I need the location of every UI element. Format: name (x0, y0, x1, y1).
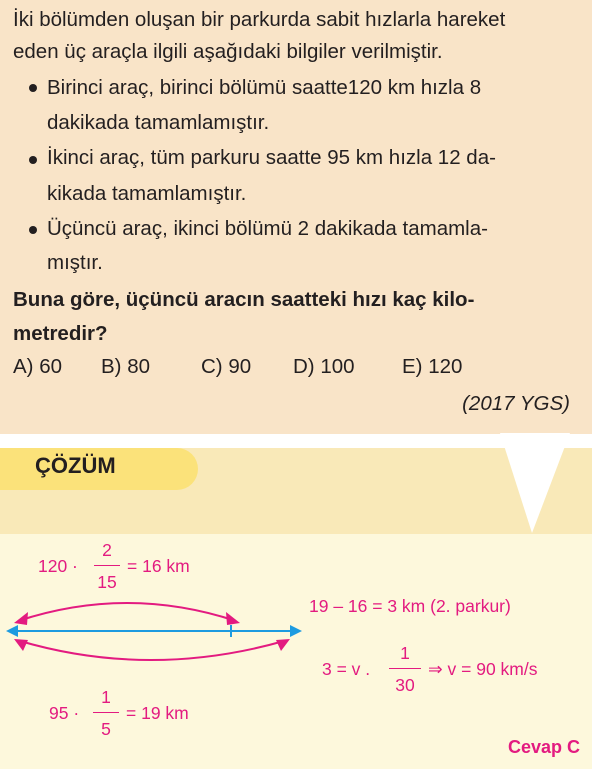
lower-arc-left-arrowhead (14, 639, 28, 651)
parkur-right-arrowhead (290, 625, 302, 637)
lower-arc-full-parkur (20, 641, 284, 660)
eq4-numerator: 1 (400, 643, 410, 663)
eq2-right: = 19 km (126, 703, 189, 723)
parkur-left-arrowhead (6, 625, 18, 637)
bullet-3-line-1: Üçüncü araç, ikinci bölümü 2 dakikada tamamla- (47, 217, 488, 240)
question-prompt-line-2: metredir? (13, 322, 108, 345)
bullet-dot-3 (29, 226, 37, 234)
option-a[interactable]: A) 60 (13, 355, 62, 378)
bullet-1-line-1: Birinci araç, birinci bölümü saatte120 km hızla 8 (47, 76, 482, 99)
eq4-fraction-bar (389, 668, 421, 669)
option-c[interactable]: C) 90 (201, 355, 252, 378)
bullet-3-line-2: mıştır. (47, 251, 103, 274)
option-b[interactable]: B) 80 (101, 355, 150, 378)
lower-arc-right-arrowhead (276, 639, 290, 651)
eq4-denominator: 30 (395, 675, 415, 695)
bullet-2-line-2: kikada tamamlamıştır. (47, 182, 247, 205)
eq4-left: 3 = v . (322, 659, 371, 679)
eq2-numerator: 1 (101, 687, 111, 707)
bullet-2-line-1: İkinci araç, tüm parkuru saatte 95 km hızla 12 da- (47, 146, 496, 169)
solution-title: ÇÖZÜM (35, 453, 116, 478)
option-d[interactable]: D) 100 (293, 355, 355, 378)
eq2-fraction-bar (93, 712, 119, 713)
answer-label: Cevap C (507, 737, 580, 757)
question-intro-line-1: İki bölümden oluşan bir parkurda sabit hızlarla hareket (13, 8, 506, 31)
eq3: 19 – 16 = 3 km (2. parkur) (309, 596, 511, 616)
question-source: (2017 YGS) (462, 392, 570, 415)
eq1-left: 120 · (38, 556, 78, 576)
speech-bubble-tail (490, 433, 580, 538)
bullet-1-line-2: dakikada tamamlamıştır. (47, 111, 270, 134)
question-prompt-line-1: Buna göre, üçüncü aracın saatteki hızı kaç kilo- (13, 288, 475, 311)
eq1-right: = 16 km (127, 556, 190, 576)
option-e[interactable]: E) 120 (402, 355, 463, 378)
parkur-diagram (0, 595, 310, 670)
bullet-dot-1 (29, 84, 37, 92)
upper-arc-left-arrowhead (14, 612, 28, 625)
upper-arc-right-arrowhead (226, 612, 240, 625)
bullet-dot-2 (29, 156, 37, 164)
eq1-numerator: 2 (102, 540, 112, 560)
question-intro-line-2: eden üç araçla ilgili aşağıdaki bilgiler verilmiştir. (13, 40, 443, 63)
eq1-fraction-bar (94, 565, 120, 566)
upper-arc-first-section (18, 603, 236, 621)
eq2-denominator: 5 (101, 719, 111, 739)
eq2-left: 95 · (49, 703, 80, 723)
eq1-denominator: 15 (97, 572, 117, 592)
eq4-right: ⇒ v = 90 km/s (428, 659, 538, 679)
